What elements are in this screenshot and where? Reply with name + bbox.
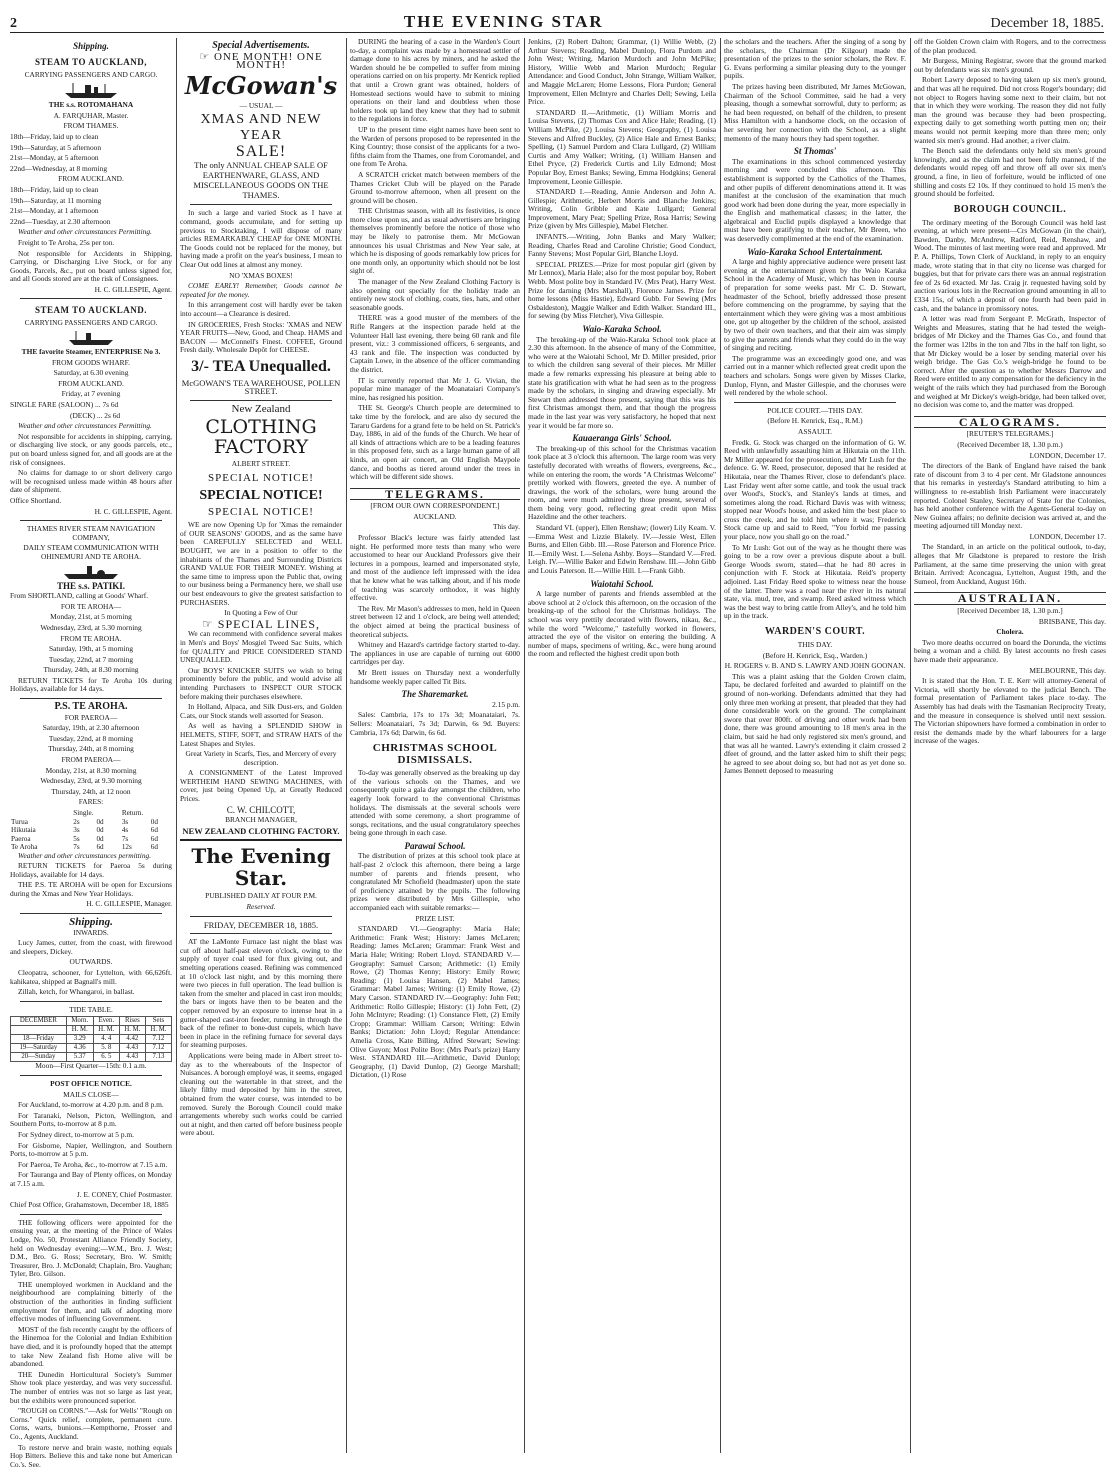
fares-heading: FARES:: [78, 797, 104, 807]
mail-item: For Sydney direct, to-morrow at 5 p.m.: [18, 1129, 134, 1139]
schedule-item: 19th—Saturday, at 11 morning: [10, 195, 102, 205]
column-rule: [720, 38, 721, 1453]
schedule-label: FOR PAEROA—: [64, 712, 118, 722]
table-cell: Hikutaia: [11, 826, 36, 834]
news-item: Whitney and Hazard's cartridge factory started to-day. The appliances in use are capable of turning out 6000 cartridges per day.: [350, 640, 520, 667]
table-cell: Return.: [121, 809, 144, 817]
news-item: MOST of the fish recently caught by the officers of the Hinemoa for the Colonial and Indian Exhibition have died, and it is profoundly hoped that the attempt to take New Zealand fish Home alive will be abandoned.: [10, 1324, 172, 1369]
section-heading: Waio-Karaka School Entertainment.: [747, 246, 883, 257]
news-item: THE unemployed workmen in Auckland and the neighbourhood are complaining bitterly of the obstruction of the authorities in finding sufficient employment for them, and talk of adopting more effective modes of influencing Government.: [10, 1279, 172, 1324]
news-item: THE following officers were appointed for the ensuing year, at the meeting of the Prince of Wales Lodge, No. 50, Protestant Alliance Friendly Society, held on Wednesday evening:—W.M., Bro. J. West; D.M., Bro. G. Ross; Secretary, Bro. W. Smith; Treasurer, Bro. J. McDonald; Chaplain, Bro. Vaughan; Tyler, Bro. Gilson.: [10, 1217, 172, 1279]
publication-note: Reserved.: [246, 902, 276, 912]
news-item: DURING the hearing of a case in the Warden's Court to-day, a complaint was made by a homestead settler of damage done to his acres by miners, and he asked the Warden should he be compelled to suffer from mining operations carried on on his property. Mr Kenrick replied that until a Crown grant was obtained, holders of Homestead sections would have to submit to mining operations on their land and doubtless when those holders took up land they knew that they had to submit to the regulations in force.: [350, 37, 520, 124]
prize-list: STANDARD II.—Arithmetic, (1) William Morris and Louisa Stevens, (2) Thomas Cox and Alice Hale; Reading, (1) William McPike, (2) Louisa Stevens; Geography, (1) Louisa Stevens and Alfred Buckley, (2) Alice Hale and Ernest Banks; Spelling, (1) Samuel Purdom and Clara Lullgard, (2) William Curtis and Amy Walker; Writing, (1) William Hansen and Ethel Pryce, (2) Frederick Curtis and Lily Edmond; Most Popular Boy, Ernest Banks; Sewing, Emma Hodgkins; General Improvement, Leonie Gillespie.: [528, 107, 716, 186]
ad-banner: ONE MONTH! ONE MONTH!: [213, 50, 323, 72]
schedule-item: Tuesday, 22nd, at 7 morning: [48, 654, 134, 664]
ad-body: WE are now Opening Up for 'Xmas the remainder of OUR SEASONS' GOODS, and as the same have been CAREFULLY SELECTED and WELL BOUGHT, we are in a position to offer to the inhabitants of the Thames and Surrounding Districts GRAND VALUE FOR THEIR MONEY. Wishing at the same time to impress upon the Public that, owing to our business being a Permanency here, we shall use our best endeavours to give the greatest satisfaction to PURCHASERS.: [180, 520, 342, 607]
column-5: [724, 38, 906, 1453]
news-item: the scholars and the teachers. After the singing of a song by the scholars, the Chairman (Dr Kilgour) made the presentation of the prizes to the senior scholars, the Rev. F. G. Evans performing a similar pleasing duty to the younger pupils.: [724, 37, 906, 81]
schedule-item: Saturday, 19th, at 5 morning: [48, 644, 134, 654]
ad-body: We can recommend with confidence several makes in Men's and Boys' Mosgiel Tweed Sac Suits, which for QUALITY and PRICE CONSIDERED STAND UNEQUALLED.: [180, 629, 342, 665]
table-row: [11, 1044, 172, 1053]
table-cell: 6. 5: [93, 1053, 119, 1062]
telegrams-heading: TELEGRAMS.: [350, 488, 520, 501]
table-cell: Rises: [119, 1017, 145, 1026]
section-heading: Parawai School.: [404, 840, 466, 851]
table-row: [11, 1017, 172, 1026]
fare-line: (DECK) ... 2s 6d: [70, 410, 121, 420]
ad-address: ALBERT STREET.: [231, 458, 291, 468]
prize-list: Jenkins, (2) Robert Dalton; Grammar, (1) Willie Webb, (2) Arthur Stevens; Reading, Mabel Dunlop, Flora Purdom and John West; Writing, Marion Murdoch and John McPike; History, Willie Webb and Marion Murdoch; Regular Attendance: and Good Conduct, John Strange, William Walker, and Maggie McLaren; Home Lessons, Flora Purdon; General Improvement, Ellen McIntyre and Charles Dell; Sewing, Leila Price.: [528, 37, 716, 107]
column-rule: [524, 38, 525, 1453]
news-item: off the Golden Crown claim with Rogers, and to the correctness of the plan produced.: [914, 37, 1106, 55]
divider: [190, 916, 332, 917]
dateline: AUCKLAND.: [413, 511, 457, 521]
news-item: The programme was an exceedingly good one, and was carried out in a manner which reflected great credit upon the teachers and scholars. Songs were given by Misses Clarke, Dunlop, Flynn, and Master Gillespie, and the choruses were well rendered by the whole school.: [724, 353, 906, 398]
table-cell: 4.43: [119, 1044, 145, 1053]
dateline: LONDON, December 17.: [1029, 450, 1106, 460]
tea-headline: 3/- TEA Unequalled.: [191, 357, 331, 375]
table-cell: [11, 1026, 67, 1035]
ad-note: RETURN TICKETS for Paeroa 5s during Holidays, available for 14 days.: [10, 861, 172, 879]
section-heading: Shipping.: [73, 41, 109, 51]
dateline: MELBOURNE, This day.: [1029, 665, 1106, 675]
table-cell: H. M.: [66, 1026, 93, 1035]
article-heading: CHRISTMAS SCHOOL DISMISSALS.: [372, 742, 498, 767]
ad-note: From SHORTLAND, calling at Goods' Wharf.: [10, 591, 149, 601]
news-item: Mr Brett issues on Thursday next a wonderfully handsome weekly paper called Tit Bits.: [350, 667, 520, 686]
divider: [180, 839, 342, 841]
tide-table: [10, 1016, 172, 1062]
news-item: Applications were being made in Albert street to-day as to the whereabouts of the Inspector of Nuisances. A borough employé was, it seems, engaged cleaning out the watertable in that street, and the likely filthy mud deposited by him in the street, obtained from the water course, was intended to be removed. Surely the Borough Council could make arrangements whereby such works could be carried out at night, and then carted off before business people were about.: [180, 1050, 342, 1138]
column-6: [914, 38, 1106, 1453]
prize-list: SPECIAL PRIZES.—Prize for most popular girl (given by Mr Lennox), Maria Hale; also for the most popular boy, Robert Webb. Most polite boy in Standard IV. (Mrs Peat), Harry West. Prize for darning (Mrs Marshall), Florence James. Prize for home lessons (Miss Hastie), Edward Gubb. For Sewing (Mrs Osbaldeston), Maggie Walker and Edith Walker. Standard III., for sewing (by Miss Fletcher), Viva Gillespie.: [528, 259, 716, 321]
table-cell: 3s: [121, 817, 129, 826]
ad-body: As well as having a SPLENDID SHOW in HELMETS, STIFF, SOFT, and STRAW HATS of the Latest Shapes and Styles.: [180, 721, 342, 748]
ad-note: No claims for damage to or short delivery cargo will be recognised unless made within 48 hours after date of shipment.: [10, 468, 172, 495]
schedule-item: Thursday, 24th, at 8.30 morning: [43, 665, 139, 675]
column-rule: [346, 38, 347, 1453]
table-cell: 5.37: [66, 1053, 93, 1062]
prize-list: INFANTS.—Writing, John Banks and Mary Walker; Reading, Charles Read and Caroline Christie; Good Conduct, Fanny Stevens; Most Popular Girl, Blanche Lloyd.: [528, 232, 716, 259]
table-cell: 7.12: [145, 1035, 171, 1044]
divider: [20, 1214, 162, 1215]
table-cell: Morn.: [66, 1017, 93, 1026]
ad-line: COME EARLY! Remember, Goods cannot be repeated for the money.: [180, 281, 342, 299]
divider: [734, 402, 896, 403]
ad-headline: New Zealand: [231, 403, 291, 416]
news-item: Fredk. G. Stock was charged on the information of G. W. Reed with unlawfully assaulting him at Hikutaia on the 11th. Mr Miller appeared for the prosecution, and Mr Lush for the defence. G. W. Reed, prosecutor, deposed that he resided at Hikutaia, near the Thames River, close to defendant's place. Last Friday went after some cattle, and took the usual track over Wood's, Stock's, and Stanley's lands at times, and sometimes along the road. Richard Davis was with witness; stopped near Wood's house, and asked him the best place to cross the creek, and he told him where it was; Frederick Stock came up and said to Reed, "You forbid me passing your place, now you shall go on the road.": [724, 437, 906, 542]
table-cell: 12s: [121, 843, 132, 851]
divider: [20, 913, 162, 914]
schedule-item: Saturday, 19th, at 2.30 afternoon: [42, 723, 140, 733]
divider: [190, 400, 332, 401]
fare-line: SINGLE FARE (SALOON) ... 7s 6d: [10, 400, 119, 410]
subheading: (Before H. Kenrick, Esq., R.M.): [767, 416, 863, 426]
table-cell: 6d: [96, 843, 104, 851]
subheading: ASSAULT.: [798, 426, 832, 436]
subheading: (Before H. Kenrick, Esq., Warden.): [762, 650, 868, 660]
news-item: The manager of the New Zealand Clothing Factory is also opening out specially for the holiday trade an entirely new stock of clothing, coats, ties, hats, and other seasonable goods.: [350, 277, 520, 312]
ad-body: In Holland, Alpaca, and Silk Dust-ers, and Golden C.ats, our Stock stands well assorted for Season.: [180, 702, 342, 720]
table-cell: 6d: [150, 843, 158, 851]
special-notice: SPECIAL NOTICE!: [199, 488, 323, 504]
table-cell: 3.29: [66, 1035, 93, 1044]
subheading: THIS DAY.: [797, 640, 833, 649]
table-cell: Even.: [93, 1017, 119, 1026]
table-row: [11, 1035, 172, 1044]
table-cell: H. M.: [145, 1026, 171, 1035]
table-cell: 3s: [73, 826, 80, 834]
ad-agent: H. C. GILLESPIE, Agent.: [94, 506, 172, 516]
schedule-label: FROM AUCKLAND.: [58, 378, 124, 388]
table-cell: 7.13: [145, 1053, 171, 1062]
news-item: THERE was a good muster of the members of the Rifle Rangers at the inspection parade held at the Volunteer Hall last evening, there being 60 rank and file present, viz.: 3 commissioned officers, 6 sergeants, and 43 rank and file. The inspection was conducted by Captain Lowe, in the absence of the officer commanding the district.: [350, 313, 520, 374]
issue-date: December 18, 1885.: [990, 16, 1104, 31]
ad-subheading: DAILY STEAM COMMUNICATION WITH OHINEMURI AND TE AROHA.: [23, 543, 159, 561]
ad-signature: C. W. CHILCOTT,: [226, 804, 296, 815]
table-cell: 0d: [96, 817, 104, 826]
section-heading: Waio-Karaka School.: [582, 324, 662, 334]
news-item: Mr Burgess, Mining Registrar, swore that the ground marked out by defendants was six men's ground.: [914, 56, 1106, 74]
ad-note: THE P.S. TE AROHA will be open for Excursions during the Xmas and New Year Holidays.: [10, 880, 172, 898]
schedule-label: FROM GOODS WHARF.: [52, 357, 130, 367]
ad-note: Office Shortland.: [10, 495, 62, 505]
divider: [20, 520, 162, 521]
publication-note: PUBLISHED DAILY AT FOUR P.M.: [205, 891, 317, 901]
ad-agent: H. C. GILLESPIE, Agent.: [94, 284, 172, 294]
subheading: INWARDS.: [73, 927, 109, 937]
table-row: [10, 818, 172, 827]
ad-signature: BRANCH MANAGER,: [225, 815, 297, 825]
news-item: "ROUGH on CORNS."—Ask for Wells' "Rough on Corns." Quick relief, complete, permanent cure. Corns, warts, bunions.—Kempthorne, Prosser and Co., Agents, Auckland.: [10, 1406, 172, 1441]
table-cell: 4.42: [119, 1035, 145, 1044]
news-item: To restore nerve and brain waste, nothing equals Hop Bitters. Believe this and take none but American Co.'s. See.: [10, 1442, 172, 1469]
schedule-item: Wednesday, 23rd, at 9.30 morning: [40, 776, 142, 786]
schedule-list: [10, 186, 172, 226]
ad-signature: NEW ZEALAND CLOTHING FACTORY.: [182, 825, 340, 836]
schedule-label: FROM PAEROA—: [61, 755, 121, 765]
ad-note: Weather and other circumstances Permitting.: [18, 421, 152, 431]
table-cell: H. M.: [119, 1026, 145, 1035]
divider: [190, 204, 332, 205]
pointing-hand-icon: ☞ ONE MONTH! ONE MONTH!: [199, 50, 323, 72]
special-notice: SPECIAL NOTICE!: [208, 472, 314, 485]
schedule-label: FROM TE AROHA.: [60, 633, 122, 643]
steamship-icon: [10, 564, 172, 580]
subheading: [Received December 18, 1.30 p.m.]: [957, 606, 1063, 616]
signature: J. E. CONEY, Chief Postmaster.: [76, 1189, 172, 1199]
news-item: IT is currently reported that Mr J. G. Vivian, the popular mine manager of the Moanataiari Company's mine, has resigned his position.: [350, 375, 520, 402]
newspaper-title: THE EVENING STAR: [403, 12, 604, 31]
news-item: The distribution of prizes at this school took place at half-past 2 o'clock this afternoon, there being a large number of parents and friends present, who congratulated Mr Schofield (headmaster) upon the state of proficiency attained by the pupils. The following prizes were distributed by Mrs Gillespie, who accompanied each with suitable remarks:—: [350, 851, 520, 913]
article-heading: WARDEN'S COURT.: [764, 626, 866, 637]
table-cell: 4.36: [66, 1044, 93, 1053]
divider: [20, 1001, 162, 1002]
news-item: To-day was generally observed as the breaking up day of the various schools on the Thames, and we consequently quite a gala day amongst the children, who eagerly look forward to the conventional Christmas holidays. The dismissals at the several schools were attended with some ceremony, a short programme of songs, recitations, and the usual congratulatory speeches being gone through in each case.: [350, 768, 520, 838]
table-cell: 5s: [73, 834, 80, 843]
table-cell: 6d: [150, 834, 158, 843]
shipping-entry: Lucy James, cutter, from the coast, with firewood and sleepers, Dickey.: [10, 938, 172, 956]
ad-body: IN GROCERIES, Fresh Stocks: 'XMAS and NEW YEAR FRUITS—New, Good, and Cheap. HAMS and BACON — McConnell's Finest. COFFEE, Ground Fresh daily. Wholesale Depôt for CHEESE.: [180, 319, 342, 355]
issue-date-line: FRIDAY, DECEMBER 18, 1885.: [203, 919, 319, 930]
schedule-item: Friday, at 7 evening: [61, 389, 121, 399]
mail-item: For Paeroa, Te Aroha, &c., to-morrow at 7.15 a.m.: [18, 1159, 168, 1169]
table-cell: 7s: [73, 843, 80, 851]
news-item: The Rev. Mr Mason's addresses to men, held in Queen street between 12 and 1 o'clock, are being well attended; the object aimed at being the practical business of theoretical subjects.: [350, 603, 520, 639]
ad-heading: STEAM TO AUCKLAND.: [35, 305, 147, 316]
news-item: THE St. George's Church people are determined to take time by the forelock, and are also dy secured the Tararu Gardens for a grand fete to be held on St. Patrick's Day, 1886, in aid of the funds of the Church. We hear of all kinds of attractions which are to be a leading features in this proposed fete, such as a large human game of all kinds, an open air concert, an Old English Maypole dance, and booths as tiered around under the trees in which will be different side shows.: [350, 403, 520, 482]
column-3: [350, 38, 520, 1453]
schedule-item: 18th—Friday, laid up to clean: [10, 184, 99, 194]
subheading: [REUTER'S TELEGRAMS.]: [966, 429, 1054, 439]
news-item: A SCRATCH cricket match between members of the Thames Cricket Club will be played on the Parade Ground to-morrow afternoon, when all present on the ground will be chosen.: [350, 169, 520, 205]
subheading: PRIZE LIST.: [415, 913, 455, 923]
table-cell: [10, 809, 72, 818]
news-item: To Mr Lush: Got out of the way as he thought there was going to be a row over a previous dispute about a bull. George Woods sworn, stated—that he had 80 acres in conjunction with F. Stock at Hikutaia. Reid's property adjoined. Last Friday Reed spoke to witness near the house of the latter. There was a road near the river in its natural state, via. mud, tree, and swamp. Reed asked witness which was the best way to bring cattle from Alley's, and he told him up in the track.: [724, 542, 906, 621]
ad-note: Weather and other circumstances permitting.: [18, 850, 152, 860]
ad-note: Weather and other circumstances Permitting.: [18, 227, 152, 237]
section-heading: Kauaeranga Girls' School.: [572, 433, 672, 444]
section-heading: St Thomas': [793, 146, 837, 157]
ad-body: Our BOYS' KNICKER SUITS we wish to bring prominently before the public, and would advise all intending Purchasers to INSPECT OUR STOCK before making their purchases elsewhere.: [180, 665, 342, 701]
news-item: THE Christmas season, with all its festivities, is once more close upon us, and as usual advertisers are bringing themselves prominently before the notice of those who may be likely to patronise them. Mr McGowan announces his usual Christmas and New Year sale, at which he is disposing of goods remarkably low prices for one month only, an opportunity which should not be lost sight of.: [350, 206, 520, 276]
column-4: [528, 38, 716, 1453]
news-item: A letter was read from Sergeant P. McGrath, Inspector of Weights and Measures, stating that he had tested the weigh-bridges of Mr Dickey and the Thames Gas Co., and found that the former was 12lbs in the ton and 7lbs in the half ton light, so that Mr Dickey would be a loser by sending material over his weigh bridge. The Gas Co.'s weigh-bridge he found to be correct. After the question as to whether Messrs Darrow and Reed were entitled to any compensation for the deficiency in the weight of the rails which they had purchased from the Borough and weighed at Mr Dickey's weigh-bridge, had been talked over, no decision was come to, and the matter was dropped.: [914, 314, 1106, 410]
section-heading: Waiotahi School.: [590, 578, 654, 589]
column-rule: [910, 38, 911, 1453]
mcgowans-logo: McGowan's: [184, 70, 338, 100]
column-rule: [176, 38, 177, 1453]
news-item: The breaking-up of the Waio-Karaka School took place at 2.30 this afternoon. In the absence of many of the Committee, who were at the Waiotahi School, Mr D. Miller presided, prior to which the children sang several of their pieces. Mr Miller made a few remarks expressing his pleasure at being able to state his gratification with what he had seen as to the progress made by the scholars, in singing and drawing especially. Mr Stewart then addressed those present, saying that this was his first Christmas amongst them, and that though the progress made in the last year was very satisfactory, he hoped that next year it would be far more so.: [528, 334, 716, 430]
prize-list: Standard VI. (upper), Ellen Renshaw; (lower) Lily Keam. V.—Emma West and Lizzie Blakely. IV.—Jessie West, Ellen Burns, and Ellen Gibb. III.—Rose Paterson and Florence Price. II.—Emily West. I.—Selena Ashby. Boys—Standard V.—Fred. Leigh. IV.—Willie Baker and Edwin Renshaw. III.—John Gibb and Louis Paterson. II.—Willie Hill. I.—Frank Gibb.: [528, 523, 716, 576]
news-item: The directors of the Bank of England have raised the bank rate of discount from 3 to 4 per cent. Mr Gladstone announces that his remarks in yesterday's Standard attributing to him a willingness to re-establish Irish Parliament were inaccurately reported. Colonel Stanley, Secretary of State for the Colonies, has held another conference with the Agents-General to-day on New Guinea affairs; no definite decision was arrived at, and the meeting adjourned till Monday next.: [914, 461, 1106, 531]
table-cell: 4. 4: [93, 1035, 119, 1044]
schedule-label: FOR TE AROHA—: [60, 601, 122, 611]
ad-headline: SALE!: [235, 143, 287, 161]
table-cell: 4s: [121, 826, 129, 834]
paper-title: The Evening Star.: [191, 844, 331, 891]
table-cell: 7.12: [145, 1044, 171, 1053]
calograms-heading: CALOGRAMS.: [914, 416, 1106, 429]
page-number: 2: [10, 16, 17, 31]
table-cell: 18—Friday: [11, 1035, 67, 1044]
section-heading: Special Advertisements.: [212, 40, 310, 51]
ad-body: In this arrangement cost will hardly ever be taken into account—a Clearance is desired.: [180, 300, 342, 318]
subheading: (Received December 18, 1.30 p.m.): [957, 439, 1063, 449]
steamship-icon: [10, 330, 172, 346]
ad-headline: XMAS AND NEW YEAR: [200, 112, 322, 144]
mail-item: For Gisborne, Napier, Wellington, and Southern Ports, to-morrow at 5 p.m.: [10, 1140, 172, 1159]
schedule-label: FROM THAMES.: [63, 121, 119, 131]
table-cell: DECEMBER: [11, 1017, 67, 1026]
dateline: Chief Post Office, Grahamstown, December 18, 1885: [10, 1200, 169, 1210]
schedule-item: 19th—Saturday, at 5 afternoon: [10, 142, 102, 152]
dateline: BRISBANE, This day.: [1038, 616, 1106, 626]
ad-agent: H. C. GILLESPIE, Manager.: [86, 899, 172, 909]
table-cell: Turua: [11, 817, 28, 826]
ad-heading: STEAM TO AUCKLAND,: [35, 56, 147, 67]
news-item: The ordinary meeting of the Borough Council was held last evening, at which were present—Crs McGowan (in the chair), Bawden, Danby, McAndrew, Radford, Reid, Renshaw, and Wood. The minutes of last meeting were read and approved. Mr P. A. Phillips, Town Clerk of Auckland, in reply to an enquiry made, wrote stating that in that city no license was charged for buggies, but that for private cars there was an annual registration fee of 2s 6d exacted. Mr Jas. Craig jr. requested having sold by auction various lots in the Recreation ground amounting in all to £334 15s, of which a deposit of one fourth had been paid in cash, and the balance in promissory notes.: [914, 217, 1106, 313]
schedule-list: [10, 133, 172, 173]
prize-list: STANDARD VI.—Geography: Maria Hale; Arithmetic: Frank West; History: James McLaren; Reading: James McLaren; Grammar: Frank West and Maria Hale; Writing: Robert Lloyd. STANDARD V.—Geography: Samuel Carson; Arithmetic: (1) Emily Rowe, (2) Thomas Kenny; History: Emily Rowe; Reading: (1) Louisa Hansen, (2) Mabel James; Grammar: Mabel James; Writing: (1) Emily Rowe, (2) Mary Carson. STANDARD IV.—Geography: John Fett; Arithmetic: Rollo Gillespie; History: (1) John Fett, (2) John McIntyre; Reading: (1) Constance Flett, (2) Emily Cropp; Grammar: William Carson; Writing: Edwin Banks; Dictation: John Lloyd; Regular Attendance: Amelia Cross, Kate Billing, Alfred Stewart; Sewing: Olive Guyon; Most Polite Boy: (Mrs Peat's prize) Harry West. STANDARD III.—Arithmetic, David Dunlop; Geography, (1) David Dunlop, (2) George Marshall; Dictation, (1) Rose: [350, 924, 520, 1080]
divider: [20, 1075, 162, 1076]
news-item: It is stated that the Hon. T. E. Kerr will attorney-General of Victoria, will shortly be elevated to the judicial Bench. The formal presentation of Parliament takes place to-day. The Assembly has had deals with the Tasmanian Reciprocity Treaty, and the measure in consequence is shelved until next session. The Victorian shipowners have formed a combination in order to resist the demands made by the wharf labourers for a large increase of the wages.: [914, 676, 1106, 746]
news-item: Professor Black's lecture was fairly attended last night. He performed more tests than many who were accustomed to hear our Auckland Professors give their lectures in a pompous, learned and impersonated style, and most of the audience left impressed with the idea that he knew what he was talking about, and if his mode of teaching was scarcely orthodox, it was highly effective.: [350, 533, 520, 603]
table-row: [10, 809, 172, 818]
schedule-item: Monday, 21st, at 8.30 morning: [45, 765, 137, 775]
news-item: Robert Lawry deposed to having taken up six men's ground, and that was all he required. Did not cross Roger's boundary; did not object to Rogers having some next to their claim, but not that in which they were working. The reason they did not fully man the ground was because they had been prospecting, expecting daily to get something worth putting men on; their means would not permit keeping more than three men; only wanted six men's ground. Had another, a river claim.: [914, 75, 1106, 145]
ad-note: Freight to Te Aroha, 25s per ton.: [18, 237, 115, 247]
mail-item: For Tauranga and Bay of Plenty offices, on Monday at 7.15 a.m.: [10, 1170, 172, 1188]
mail-item: For Auckland, to-morrow at 4.20 p.m. and 8 p.m.: [18, 1100, 164, 1110]
australian-heading: AUSTRALIAN.: [914, 592, 1106, 605]
ad-subheading: CARRYING PASSENGERS AND CARGO.: [24, 69, 158, 79]
table-row: [10, 835, 172, 844]
news-item: A large number of parents and friends assembled at the above school at 2 o'clock this afternoon, on the occasion of the breaking-up of the school for the Christmas holidays. The school was very prettily decorated with flowers, nikau, &c., while the word "Welcome," tastefully worked in flowers, attracted the eye of the visitor on entering the building. A number of maps, specimens of writing, &c., were hung around the room and reflected the highest credit upon both: [528, 589, 716, 659]
tide-table-heading: TIDE TABLE.: [69, 1004, 113, 1014]
table-cell: 5. 8: [93, 1044, 119, 1053]
ad-heading: THAMES RIVER STEAM NAVIGATION COMPANY,: [26, 524, 156, 542]
ad-subheading: CARRYING PASSENGERS AND CARGO.: [24, 318, 158, 328]
ship-master: A. FARQUHAR, Master.: [53, 110, 129, 120]
pointing-hand-icon: ☞ SPECIAL LINES,: [202, 616, 320, 631]
table-cell: 6d: [150, 826, 158, 834]
table-cell: 0d: [150, 817, 158, 826]
table-cell: 0d: [96, 826, 104, 834]
article-heading: POLICE COURT.—THIS DAY.: [767, 405, 863, 415]
divider: [20, 298, 162, 299]
ad-note: Not responsible for Accidents in Shipping, Carrying, or Discharging Live Stock, or for any Goods, Parcels, &c., put on board unless signed for, and all Goods stored are at the risk of Consignees.: [10, 248, 172, 284]
table-cell: 20—Sunday: [11, 1053, 67, 1062]
table-cell: 19—Saturday: [11, 1044, 67, 1053]
ad-line: Great Variety in Scarfs, Ties, and Mercery of every description.: [185, 749, 337, 767]
dateline: This day.: [492, 522, 520, 532]
ship-name: THE s.s. PATIKI.: [57, 580, 125, 591]
news-item: This was a plaint asking that the Golden Crown claim, Tapu, be declared forfeited and awarded to plaintiff on the ground of non-working. Defendants admitted that they had only three men working at present, that pleaded that they had done considerable work on the ground. The complainant swore that over 800ft. of driving and other work had been done, there was ground amounting to 18 men's area in the claim, but said he had only registered six men's ground, and that was all he wanted. Lawry's extending it claim crossed 2 dfeet of ground, and the latter asked him to shift their pegs; he agreed to see about doing so, but had not as yet done so. James Bennett deposed to measuring: [724, 671, 906, 776]
ad-headline: SPECIAL LINES,: [217, 616, 320, 631]
table-row: [10, 826, 172, 835]
ad-note: RETURN TICKETS for Te Aroha 10s during Holidays, available for 14 days.: [10, 675, 172, 694]
news-item: A large and highly appreciative audience were present last evening at the entertainment given by the Waio Karaka School in the Academy of Music, which has been in course of preparation for some weeks past. Mr C. D. Stewart, headmaster of the School, briefly addressed those present before commencing on the programme, by saying that the entertainment which they were giving was a most ambitious one, got up altogether by the children of the school, assisted by two of their own teachers, and that their aim was simply to give the parents and friends what they could do in the way of singing and reciting.: [724, 257, 906, 353]
schedule-item: 21st—Monday, at 5 afternoon: [10, 153, 99, 163]
schedule-item: Wednesday, 23rd, at 5.30 morning: [40, 622, 142, 632]
mail-item: For Taranaki, Nelson, Picton, Wellington, and Southern Ports, to-morrow at 8 p.m.: [10, 1110, 172, 1129]
news-item: The examinations in this school commenced yesterday morning and were concluded this afternoon. This establishment is supported by the Catholics of the Thames, and other pupils of different denominations attend it. It was manifest at the conclusion of the examination that much good work had been done during the year, more especially in the English and mathematical classes; in the latter, the algebraical and Euclid pupils displayed a knowledge that must have been gratifying to their teacher, Mr Breen, who was deservedly complimented at the end of the examination.: [724, 156, 906, 244]
clothing-factory-headline: CLOTHING FACTORY: [205, 415, 317, 458]
schedule-item: Thursday, 24th, at 12 noon: [51, 786, 131, 796]
subheading: [FROM OUR OWN CORRESPONDENT.]: [370, 501, 500, 511]
dateline: LONDON, December 17.: [1029, 531, 1106, 541]
news-item: The Bench said the defendants only held six men's ground knowingly, and as the claim had not been fully manned, if the defendants would repeg off and throw off all over six men's ground, a fine, in lieu of forfeiture, would be inflicted of one shilling and costs £2 10s. If they continued to hold 15 men's the ground should be forfeited.: [914, 146, 1106, 199]
table-cell: 0d: [96, 834, 104, 843]
prize-list: STANDARD I.—Reading, Annie Anderson and John A. Gillespie; Arithmetic, Herbert Morris and Blanche Jenkins; Writing, Colin Gribble and Kate Lullgard; General Improvement, Mary Peat; Spelling Prize, Rosa Harris; Sewing Prize (given by Mrs Gillespie), Mabel Fletcher.: [528, 187, 716, 231]
ad-line: NO 'XMAS BOXES!: [229, 270, 293, 280]
table-cell: H. M.: [93, 1026, 119, 1035]
table-cell: Te Aroha: [11, 843, 38, 851]
ad-body: In such a large and varied Stock as I have at command, goods accumulate, and for setting up previous to Stocktaking, I will dispose of many articles REMARKABLY CHEAP for ONE MONTH. The Goods could not be replaced for the money, but having made a profit on the year's business, I mean to Clear Out odd lines at almost any money.: [180, 208, 342, 269]
column-2: [180, 38, 342, 1453]
news-item: Sales: Cambria, 17s to 17s 3d; Moanataiari, 7s. Sellers: Moanataiari, 7s 3d; Darwin, 6s 9d. Buyers: Cambria, 17s 6d; Darwin, 6s 6d.: [350, 710, 520, 737]
schedule-item: 21st—Monday, at 1 afternoon: [10, 206, 99, 216]
ad-line: The only ANNUAL CHEAP SALE OF EARTHENWARE, GLASS, AND MISCELLANEOUS GOODS ON THE THAMES.: [193, 160, 329, 201]
ad-note: Not responsible for accidents in shipping, carrying, or discharging live stock, or any goods parcels, etc., put on board unless signed for, and all goods are at the risk of consignees.: [10, 431, 172, 467]
table-row: [11, 1026, 172, 1035]
ad-line: — USUAL —: [239, 100, 283, 110]
schedule-item: 22nd—Tuesday, at 2.30 afternoon: [10, 216, 111, 226]
moon-phase: Moon—First Quarter—15th: 0.1 a.m.: [35, 1061, 147, 1071]
schedule-item: Thursday, 24th, at 8 morning: [48, 744, 134, 754]
schedule-item: Tuesday, 22nd, at 8 morning: [48, 733, 134, 743]
table-cell: Paeroa: [11, 834, 31, 843]
schedule-item: Saturday, at 6.30 evening: [53, 368, 129, 378]
shipping-entry: Zillah, ketch, for Whangaroi, in ballast.: [18, 987, 135, 997]
schedule-item: 22nd—Wednesday, at 8 morning: [10, 163, 108, 173]
news-item: The prizes having been distributed, Mr James McGowan, Chairman of the School Committee, said he had a very pleasing, though a somewhat sorrowful, duty to perform; as he had been requested, on behalf of the children, to present Miss Hamilton with a handsome clock, on the occasion of her severing her connection with the School, as a slight memento of the many hours they had spent together.: [724, 81, 906, 143]
subheading: MAILS CLOSE—: [63, 1089, 119, 1099]
schedule-item: Monday, 21st, at 5 morning: [50, 612, 132, 622]
schedule-item: 18th—Friday, laid up to clean: [10, 131, 99, 141]
article-heading: BOROUGH COUNCIL.: [953, 203, 1067, 215]
ship-name: P.S. TE AROHA.: [54, 701, 128, 713]
steamship-icon: [10, 81, 172, 99]
ad-line: In Quoting a Few of Our: [224, 608, 298, 618]
news-item: The Standard, in an article on the political outlook, to-day, alleges that Mr Gladstone is prepared to restore the Irish Parliament, at the same time preserving the union with great Britain. Arrived: Aconcagua, Lyttelton, August 19th, and the Sumeol, from Auckland, August 16th.: [914, 542, 1106, 586]
section-heading: The Sharemarket.: [401, 689, 469, 700]
post-office-heading: POST OFFICE NOTICE.: [50, 1079, 132, 1088]
masthead: [10, 8, 1104, 33]
subheading: OUTWARDS.: [69, 957, 113, 967]
ship-name: THE s.s. ROTOMAHANA: [48, 100, 134, 110]
case-title: H. ROGERS v. B. AND S. LAWRY AND JOHN GOONAN.: [724, 661, 906, 671]
ad-address: McGOWAN'S TEA WAREHOUSE, POLLEN STREET.: [181, 377, 341, 397]
news-item: THE Dunedin Horticultural Society's Summer Show took place yesterday, and was very successful. The number of entries was not so large as last year, but the exhibits were pronounced superior.: [10, 1369, 172, 1405]
news-item: Two more deaths occurred on board the Dorunda, the victims being a woman and a child. By latest accounts no fresh cases have made their appearance.: [914, 637, 1106, 664]
section-heading: Shipping.: [69, 916, 113, 929]
dateline: 2.15 p.m.: [492, 699, 520, 709]
table-cell: 7s: [121, 834, 129, 843]
schedule-label: FROM AUCKLAND.: [58, 174, 124, 184]
column-1: [10, 38, 172, 1469]
table-cell: Single.: [73, 809, 94, 817]
fares-table: [10, 809, 172, 852]
divider: [20, 698, 162, 699]
subheading: Cholera.: [996, 627, 1024, 637]
news-item: AT the LaMonte Furnace last night the blast was cut off about half-past eleven o'clock, owing to the supply of tuyer coal used for flux giving out, and smelting operations ceased. Refining was commenced at 10 o'clock last night, and by this morning there were two pieces in full operation. The lead bullion is taken from the smelter and placed in cast iron moulds; the bars or ingots have then to be beaten and the copper removed by an exposure to intense heat in a gutter-shaped cast-iron feeder, running in through the back of the refiner to bone-dust cupels, which have been in place in the refining furnace for several days for steaming purposes.: [180, 937, 342, 1050]
special-notice: SPECIAL NOTICE!: [208, 506, 314, 519]
shipping-entry: Cleopatra, schooner, for Lyttelton, with 66,626ft. kahikatea, shipped at Bagnall's mill.: [10, 968, 172, 986]
news-item: UP to the present time eight names have been sent to the Warden of persons proposed to be represented in the King Country; those consist of the applicants for a two-fifths claim from the Thames, one from Coromandel, and one from Te Aroha.: [350, 124, 520, 169]
table-cell: Sets: [145, 1017, 171, 1026]
table-cell: 2s: [73, 817, 80, 826]
divider: [190, 933, 332, 934]
ad-body: A CONSIGNMENT of the Latest Improved WERTHEIM HAND SEWING MACHINES, with cover, just being Opened Up, at Greatly Reduced Prices.: [180, 768, 342, 804]
table-cell: 4.43: [119, 1053, 145, 1062]
ship-name: THE favorite Steamer, ENTERPRISE No 3.: [21, 347, 161, 357]
news-item: The breaking-up of this school for the Christmas vacation took place at 3 o'clock this afternoon. The large room was very tastefully decorated with wreaths of flowers, evergreens, &c., while on entering the room, the words "A Christmas Welcome" prettily worked with flowers, greeted the eye. A number of drawings, the work of the scholars, were hung around the room, and were much admired by those present, several of them being very good, reflecting great credit upon Miss Hazeldine and the other teachers.: [528, 443, 716, 522]
